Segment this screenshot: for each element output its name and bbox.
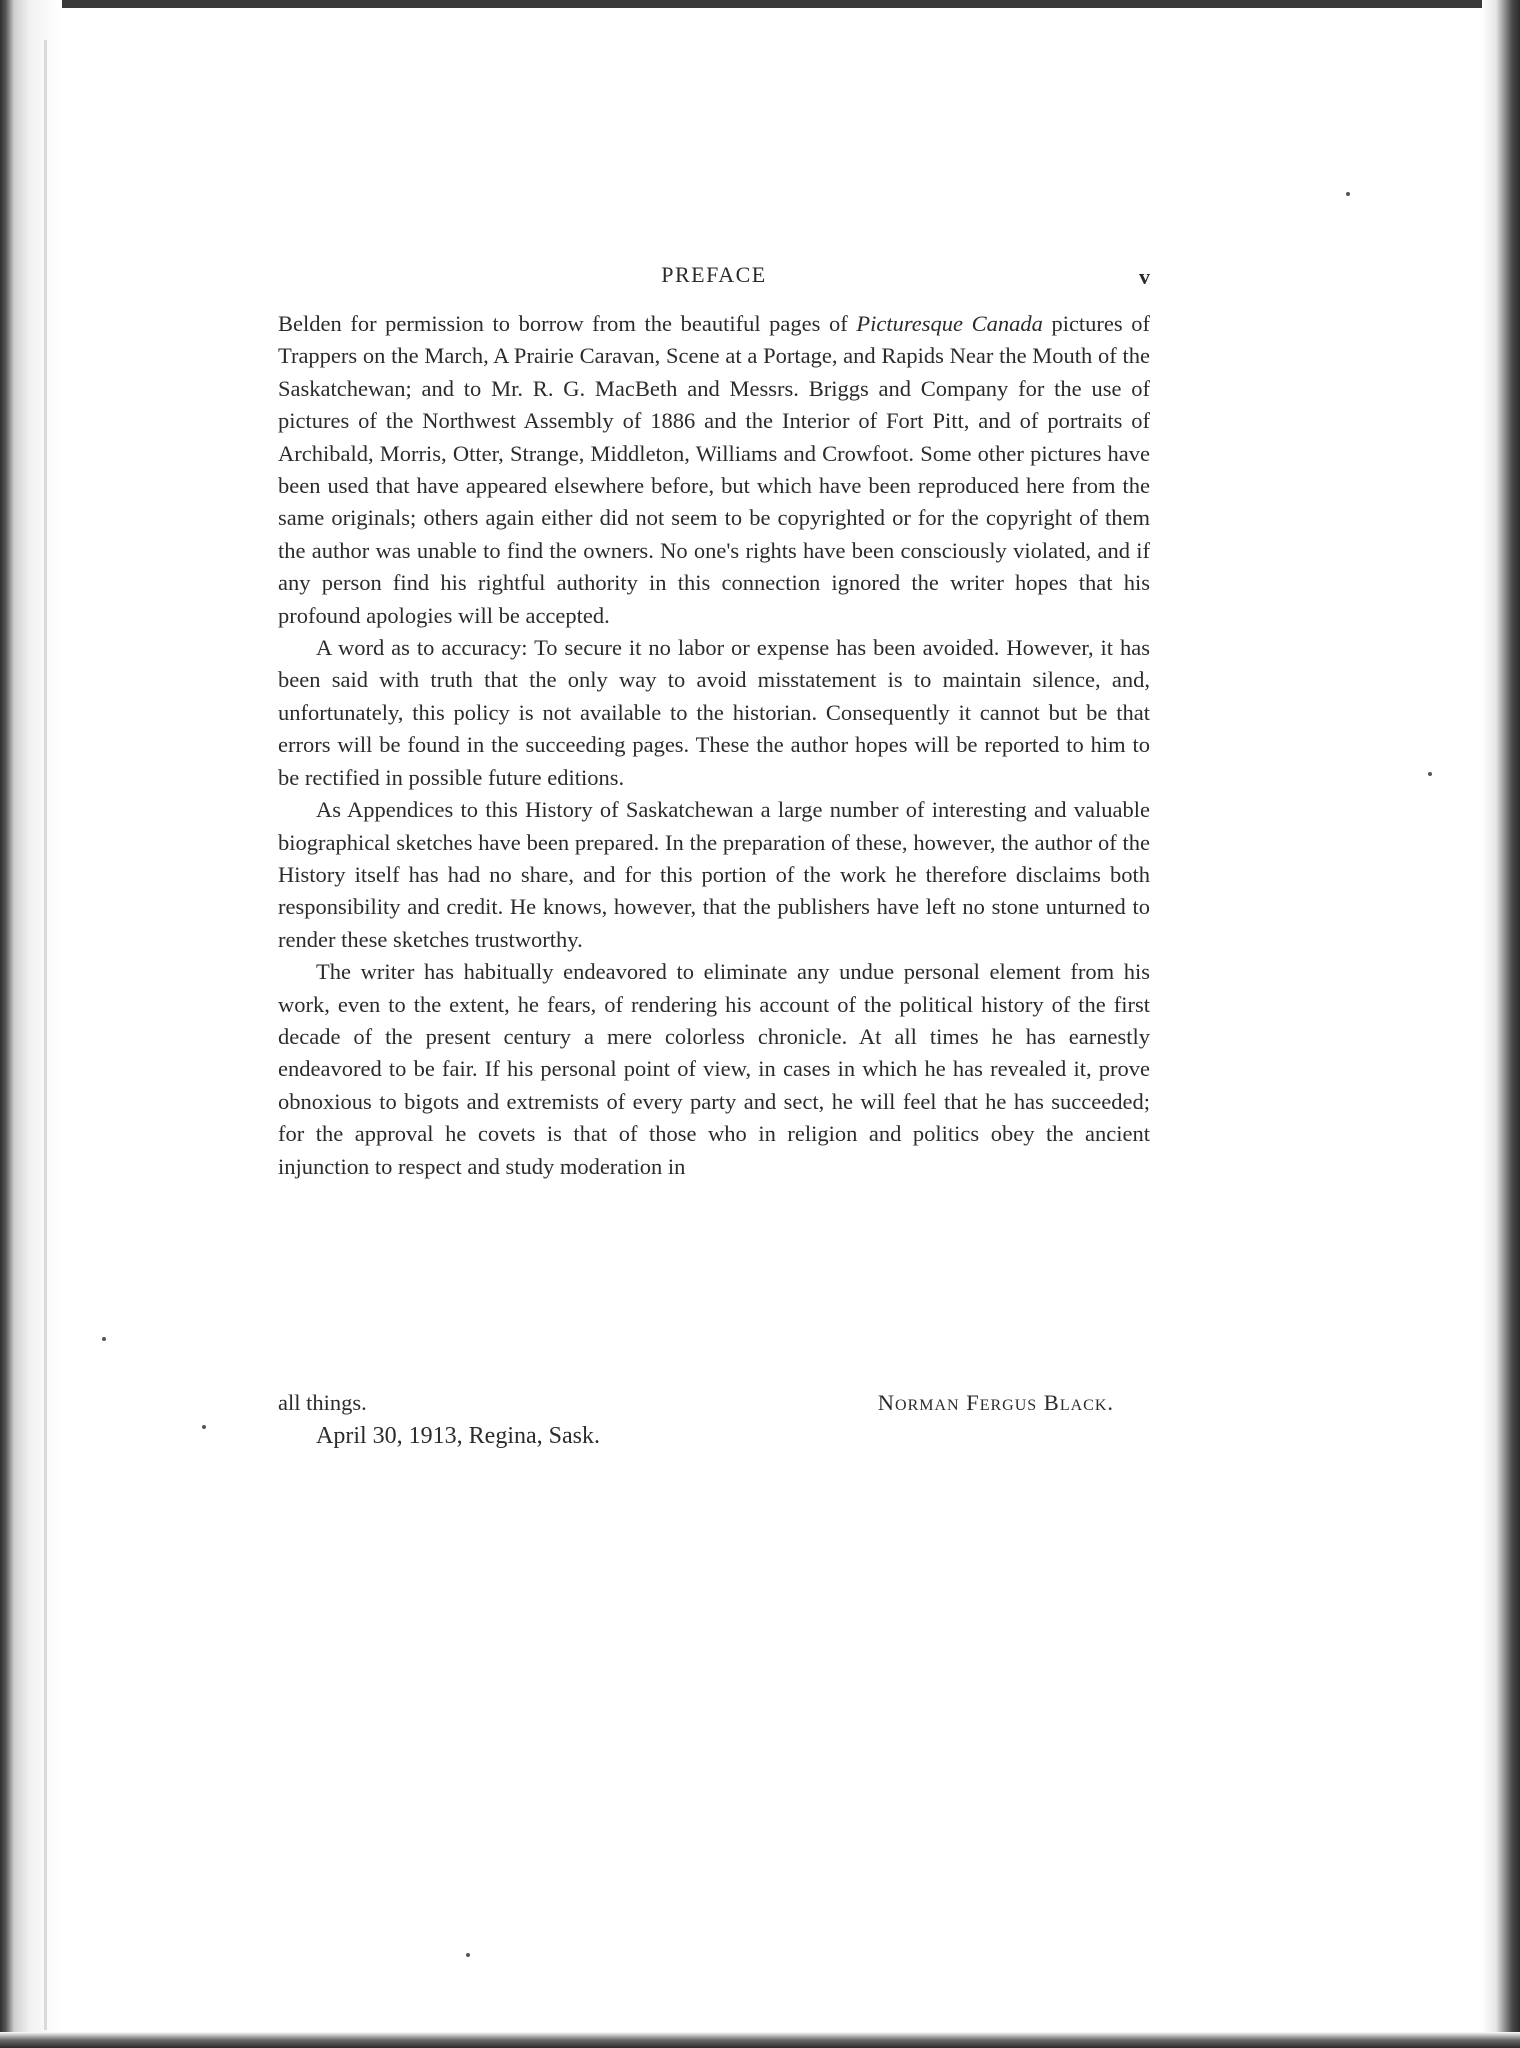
scan-speck [202,1425,206,1429]
closing-text: all things. [278,1390,367,1415]
book-title-italic: Picturesque Canada [856,311,1043,336]
scan-speck [1346,192,1350,196]
scan-edge-right [1482,0,1520,2048]
paragraph-appendices: As Appendices to this History of Saskatchewan a large number of interesting and valuable biographical sketches have been prepared. In the preparation of these, however, the author of the History itself has had no share, and for this portion of the work he therefore disclaims both responsibility and credit. He knows, however, that the publishers have left no stone unturned to render these sketches trustworthy. [278,797,1150,952]
scan-gutter-line [44,40,47,2030]
paragraph-permissions: Belden for permission to borrow from the beautiful pages of Picturesque Canada pictures of Trappers on the March, A Prairie Caravan, Scene at a Portage, and Rapids Near the Mouth of the Saskatchewan; and to Mr. R. G. MacBeth and Messrs. Briggs and Company for the use of pictures of the Northwest Assembly of 1886 and the Interior of Fort Pitt, and of portraits of Archibald, Morris, Otter, Strange, Middleton, Williams and Crowfoot. Some other pictures have been used that have appeared elsewhere before, but which have been reproduced here from the same originals; others again either did not seem to be copyrighted or for the copyright of them the author was unable to find the owners. No one's rights have been consciously violated, and if any person find his rightful authority in this connection ignored the writer hopes that his profound apologies will be accepted. [278,311,1151,628]
dateline: April 30, 1913, Regina, Sask. [316,1423,600,1449]
author-signature: Norman Fergus Black. [877,1390,1114,1415]
scan-edge-left [0,0,62,2048]
scan-speck [1428,772,1432,776]
paragraph-accuracy: A word as to accuracy: To secure it no labor or expense has been avoided. However, it has been said with truth that the only way to avoid misstatement is to maintain silence, and, unfortunately, this policy is not available to the historian. Consequently it cannot but be that errors will be found in the succeeding pages. These the author hopes will be reported to him to be rectified in possible future editions. [278,635,1150,790]
scan-speck [102,1337,106,1341]
paragraph-personal-element: The writer has habitually endeavored to eliminate any undue personal element from his work, even to the extent, he fears, of rendering his account of the political history of the first decade of the present century a mere colorless chronicle. At all times he has earnestly endeavored to be fair. If his personal point of view, in cases in which he has revealed it, prove obnoxious to bigots and extremists of every party and sect, he will feel that he has succeeded; for the approval he covets is that of those who in religion and politics obey the ancient injunction to respect and study moderation in [278,959,1150,1179]
page-header [278,262,1150,292]
scan-speck [466,1953,470,1957]
running-title: PREFACE [661,262,767,287]
scan-edge-bottom [0,2032,1520,2048]
closing-line [278,1387,1150,1419]
preface-body [278,308,1150,1183]
scan-edge-top [0,0,1520,8]
page-number: v [1139,264,1150,289]
